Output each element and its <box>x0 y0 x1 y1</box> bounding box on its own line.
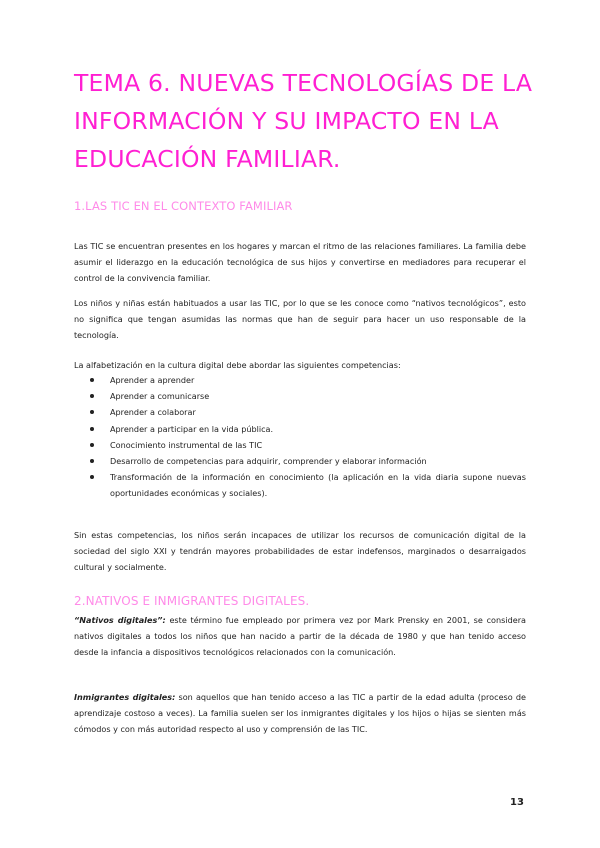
paragraph-nativos-digitales <box>74 612 526 661</box>
bullet-icon <box>90 443 94 447</box>
paragraph-nativos-tecnologicos: Los niños y niñas están habituados a usar las TIC, por lo que se les conoce como “nativos tecnológicos”, esto no significa que tengan asumidas las normas que han de seguir para hacer un uso responsable de la tecnología. <box>74 298 526 341</box>
list-item: Transformación de la información en conocimiento (la aplicación en la vida diaria supone nuevas oportunidades económicas y sociales). <box>74 469 526 501</box>
definition-inmigrantes-digitales: son aquellos que han tenido acceso a las TIC a partir de la edad adulta (proceso de aprendizaje costoso a veces). La familia suelen ser los inmigrantes digitales y los hijos o hijas se sienten más cómodos y con más autoridad respecto al uso y comprensión de las TIC. <box>74 692 526 735</box>
bullet-icon <box>90 410 94 414</box>
bullet-icon <box>90 459 94 463</box>
paragraph-tic-hogares: Las TIC se encuentran presentes en los hogares y marcan el ritmo de las relaciones familiares. La familia debe asumir el liderazgo en la educación tecnológica de sus hijos y convertirse en mediadores para recuperar el control de la convivencia familiar. <box>74 241 526 284</box>
list-item: Aprender a aprender <box>74 372 526 388</box>
section-heading-tic-familiar: 1.LAS TIC EN EL CONTEXTO FAMILIAR <box>74 199 293 213</box>
term-inmigrantes-digitales: Inmigrantes digitales: <box>74 692 176 702</box>
term-nativos-digitales: “Nativos digitales”: <box>74 615 166 625</box>
paragraph-sin-competencias: Sin estas competencias, los niños serán incapaces de utilizar los recursos de comunicación digital de la sociedad del siglo XXI y tendrán mayores probabilidades de estar indefensos, marginados o desarraigados cultural y socialmente. <box>74 530 526 573</box>
section-heading-nativos-inmigrantes: 2.NATIVOS E INMIGRANTES DIGITALES. <box>74 594 310 608</box>
page-number: 13 <box>510 797 524 808</box>
page-title: TEMA 6. NUEVAS TECNOLOGÍAS DE LA INFORMACIÓN Y SU IMPACTO EN LA EDUCACIÓN FAMILIAR. <box>74 69 533 173</box>
list-item: Desarrollo de competencias para adquirir, comprender y elaborar información <box>74 453 526 469</box>
list-item: Aprender a participar en la vida pública. <box>74 421 526 437</box>
list-item: Conocimiento instrumental de las TIC <box>74 437 526 453</box>
list-item: Aprender a colaborar <box>74 404 526 420</box>
bullet-icon <box>90 394 94 398</box>
paragraph-alfabetizacion-intro: La alfabetización en la cultura digital debe abordar las siguientes competencias: <box>74 360 401 370</box>
paragraph-inmigrantes-digitales <box>74 689 526 738</box>
definition-nativos-digitales: este término fue empleado por primera vez por Mark Prensky en 2001, se considera nativos digitales a todos los niños que han nacido a partir de la década de 1980 y que han tenido acceso desde la infancia a dispositivos tecnológicos relacionados con la comunicación. <box>74 615 526 658</box>
list-item: Aprender a comunicarse <box>74 388 526 404</box>
bullet-icon <box>90 427 94 431</box>
bullet-icon <box>90 475 94 479</box>
bullet-icon <box>90 378 94 382</box>
competencias-list <box>74 372 526 502</box>
